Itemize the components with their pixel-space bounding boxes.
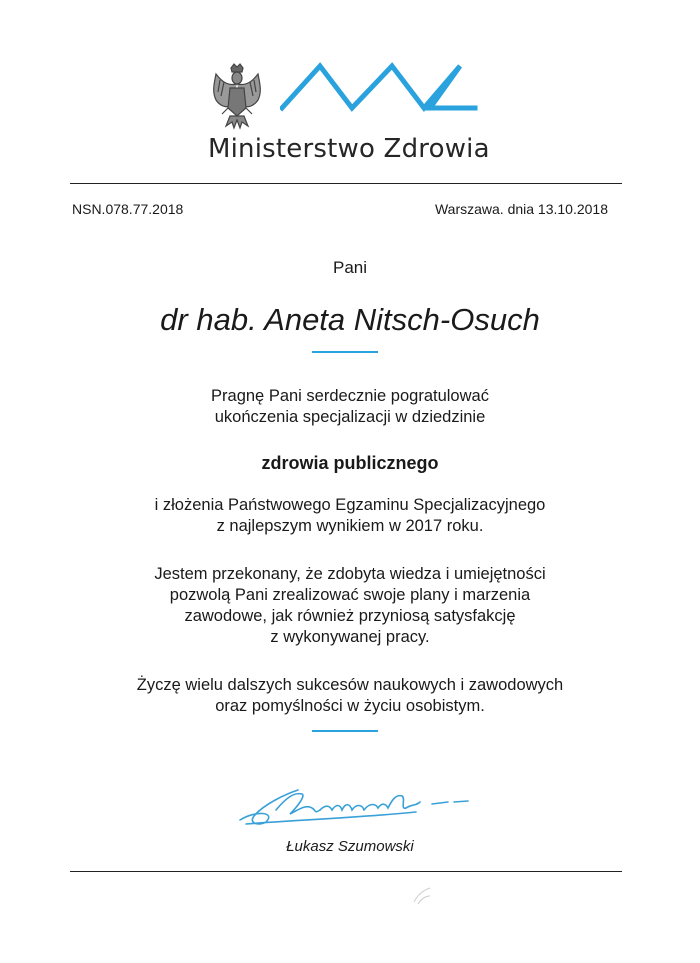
paragraph-line: i złożenia Państwowego Egzaminu Specjalizacyjnego [154, 496, 546, 514]
paragraph-line: Życzę wielu dalszych sukcesów naukowych i zawodowych [136, 676, 564, 694]
handwritten-signature [236, 780, 476, 828]
ministry-name: Ministerstwo Zdrowia [208, 134, 490, 164]
accent-divider [312, 730, 378, 732]
paragraph-congratulations [0, 386, 700, 428]
paragraph-line: Jestem przekonany, że zdobyta wiedza i umiejętności [154, 565, 546, 583]
header-divider [70, 183, 622, 184]
paragraph-line: Pragnę Pani serdecznie pogratulować [211, 387, 489, 405]
paragraph-exam [0, 495, 700, 537]
signatory-name: Łukasz Szumowski [286, 838, 414, 855]
paragraph-line: z najlepszym wynikiem w 2017 roku. [216, 517, 484, 535]
paragraph-line: oraz pomyślności w życiu osobistym. [215, 697, 485, 715]
recipient-name: dr hab. Aneta Nitsch-Osuch [160, 302, 540, 337]
paragraph-line: pozwolą Pani zrealizować swoje plany i marzenia [169, 586, 531, 604]
polish-eagle-emblem-icon [208, 62, 266, 134]
footer-divider [70, 871, 622, 872]
paragraph-wishes [0, 675, 700, 717]
mz-logo-icon [280, 62, 480, 132]
reference-number: NSN.078.77.2018 [72, 201, 184, 217]
place-and-date: Warszawa. dnia 13.10.2018 [434, 201, 608, 217]
paragraph-line: z wykonywanej pracy. [270, 628, 430, 646]
paragraph-line: zawodowe, jak również przyniosą satysfakcję [184, 607, 516, 625]
paper-mark-icon [410, 884, 434, 908]
specialization-field: zdrowia publicznego [261, 453, 439, 473]
accent-divider [312, 351, 378, 353]
salutation: Pani [332, 258, 368, 277]
paragraph-conviction [0, 564, 700, 648]
paragraph-line: ukończenia specjalizacji w dziedzinie [214, 408, 486, 426]
